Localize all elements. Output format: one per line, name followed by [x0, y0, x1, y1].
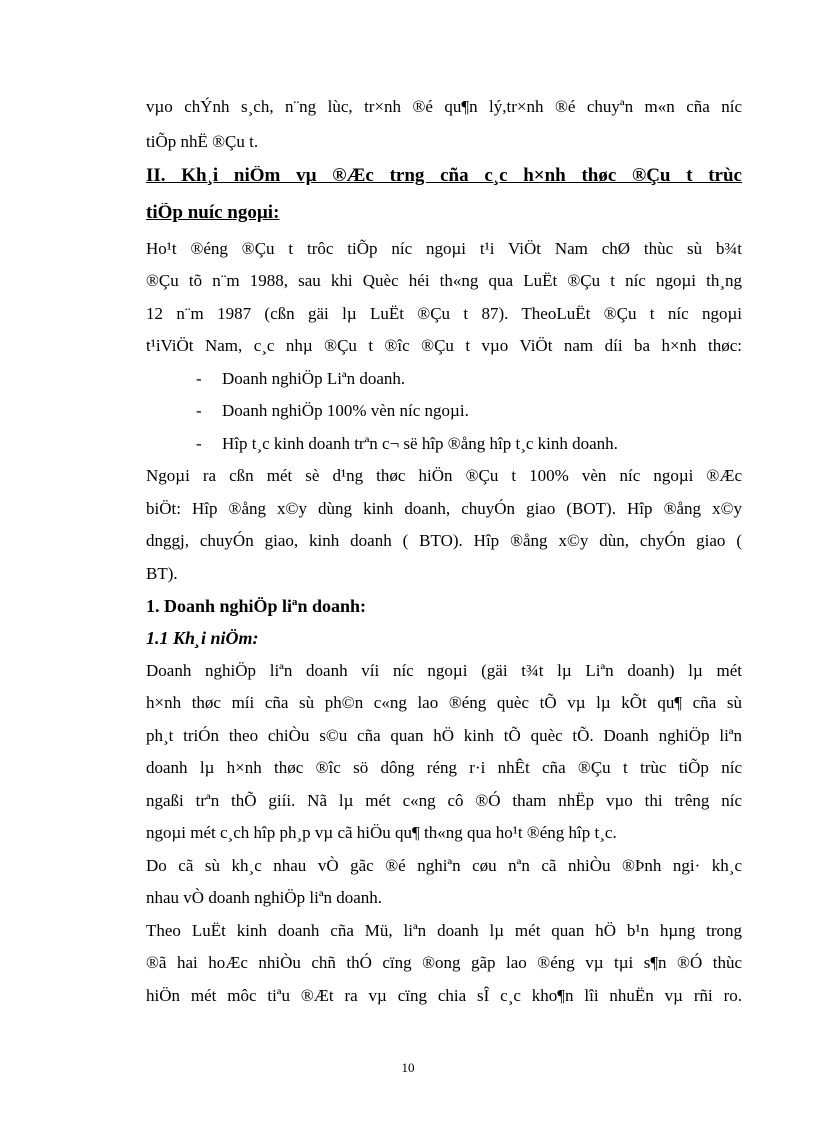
body-line: Doanh nghiÖp liªn doanh víi níc ngoµi (gäi t¾t lµ Liªn doanh) lµ mét [146, 661, 742, 680]
body-line: dnggj, chuyÓn giao, kinh doanh ( BTO). Hîp ®ång x©y dùn, chyÓn giao ( [146, 531, 742, 550]
bullet-item [196, 401, 716, 421]
bullet-dash: - [196, 401, 202, 420]
bullet-text: Doanh nghiÖp Liªn doanh. [222, 369, 406, 388]
body-line: doanh lµ h×nh thøc ®îc sö dông réng r·i nhÊt cña ®Çu t trùc tiÕp níc [146, 758, 742, 777]
bullet-item [196, 434, 716, 454]
bullet-text: Hîp t¸c kinh doanh trªn c¬ së hîp ®ång hîp t¸c kinh doanh. [222, 434, 618, 453]
bullet-dash: - [196, 369, 202, 388]
body-line: BT). [146, 564, 178, 583]
body-line: hiÖn mét môc tiªu ®Æt ra vµ cïng chia sÎ c¸c kho¶n lîi nhuËn vµ rñi ro. [146, 986, 742, 1005]
body-line: Ho¹t ®éng ®Çu t trôc tiÕp níc ngoµi t¹i ViÖt Nam chØ thùc sù b¾t [146, 239, 742, 258]
body-line: t¹iViÖt Nam, c¸c nhµ ®Çu t ®îc ®Çu t vµo ViÖt nam díi ba h×nh thøc: [146, 336, 742, 355]
body-line: Theo LuËt kinh doanh cña Mü, liªn doanh lµ mét quan hÖ b¹n hµng trong [146, 921, 742, 940]
bullet-item [196, 369, 716, 389]
body-line: ph¸t triÓn theo chiÒu s©u cña quan hÖ kinh tÕ quèc tÕ. Doanh nghiÖp liªn [146, 726, 742, 745]
body-line: Ngoµi ra cßn mét sè d¹ng thøc hiÖn ®Çu t 100% vèn níc ngoµi ®Æc [146, 466, 742, 485]
body-line: nhau vÒ doanh nghiÖp liªn doanh. [146, 888, 383, 907]
body-line: h×nh thøc míi cña sù ph©n c«ng lao ®éng quèc tÕ vµ lµ kÕt qu¶ cña sù [146, 693, 742, 712]
section-heading: II. Kh¸i niÖm vµ ®Æc trng cña c¸c h×nh thøc ®Çu t trùc [146, 166, 742, 186]
body-line: ®ã hai hoÆc nhiÒu chñ thÓ cïng ®ong gãp lao ®éng vµ tµi s¶n ®Ó thùc [146, 953, 742, 972]
subsection-subheading: 1.1 Kh¸i niÖm: [146, 628, 259, 648]
body-line: tiÕp nhË ®Çu t. [146, 132, 259, 151]
bullet-dash: - [196, 434, 202, 453]
bullet-text: Doanh nghiÖp 100% vèn níc ngoµi. [222, 401, 469, 420]
body-line: ®Çu tõ n¨m 1988, sau khi Quèc héi th«ng qua LuËt ®Çu t níc ngoµi th¸ng [146, 271, 742, 290]
subsection-heading: 1. Doanh nghiÖp liªn doanh: [146, 596, 366, 616]
page-number: 10 [401, 1060, 415, 1075]
body-line: biÖt: Hîp ®ång x©y dùng kinh doanh, chuyÓn giao (BOT). Hîp ®ång x©y [146, 499, 742, 518]
section-heading: tiÕp nuíc ngoµi: [146, 203, 280, 223]
body-line: 12 n¨m 1987 (cßn gäi lµ LuËt ®Çu t 87). TheoLuËt ®Çu t níc ngoµi [146, 304, 742, 323]
body-line: Do cã sù kh¸c nhau vÒ gãc ®é nghiªn cøu nªn cã nhiÒu ®Þnh ngi· kh¸c [146, 856, 742, 875]
body-line: ngaßi trªn thÕ giíi. Nã lµ mét c«ng cô ®Ó tham nhËp vµo thi trêng níc [146, 791, 742, 810]
body-line: vµo chÝnh s¸ch, n¨ng lùc, tr×nh ®é qu¶n lý,tr×nh ®é chuyªn m«n cña níc [146, 97, 742, 116]
body-line: ngoµi mét c¸ch hîp ph¸p vµ cã hiÖu qu¶ th«ng qua ho¹t ®éng hîp t¸c. [146, 823, 617, 842]
